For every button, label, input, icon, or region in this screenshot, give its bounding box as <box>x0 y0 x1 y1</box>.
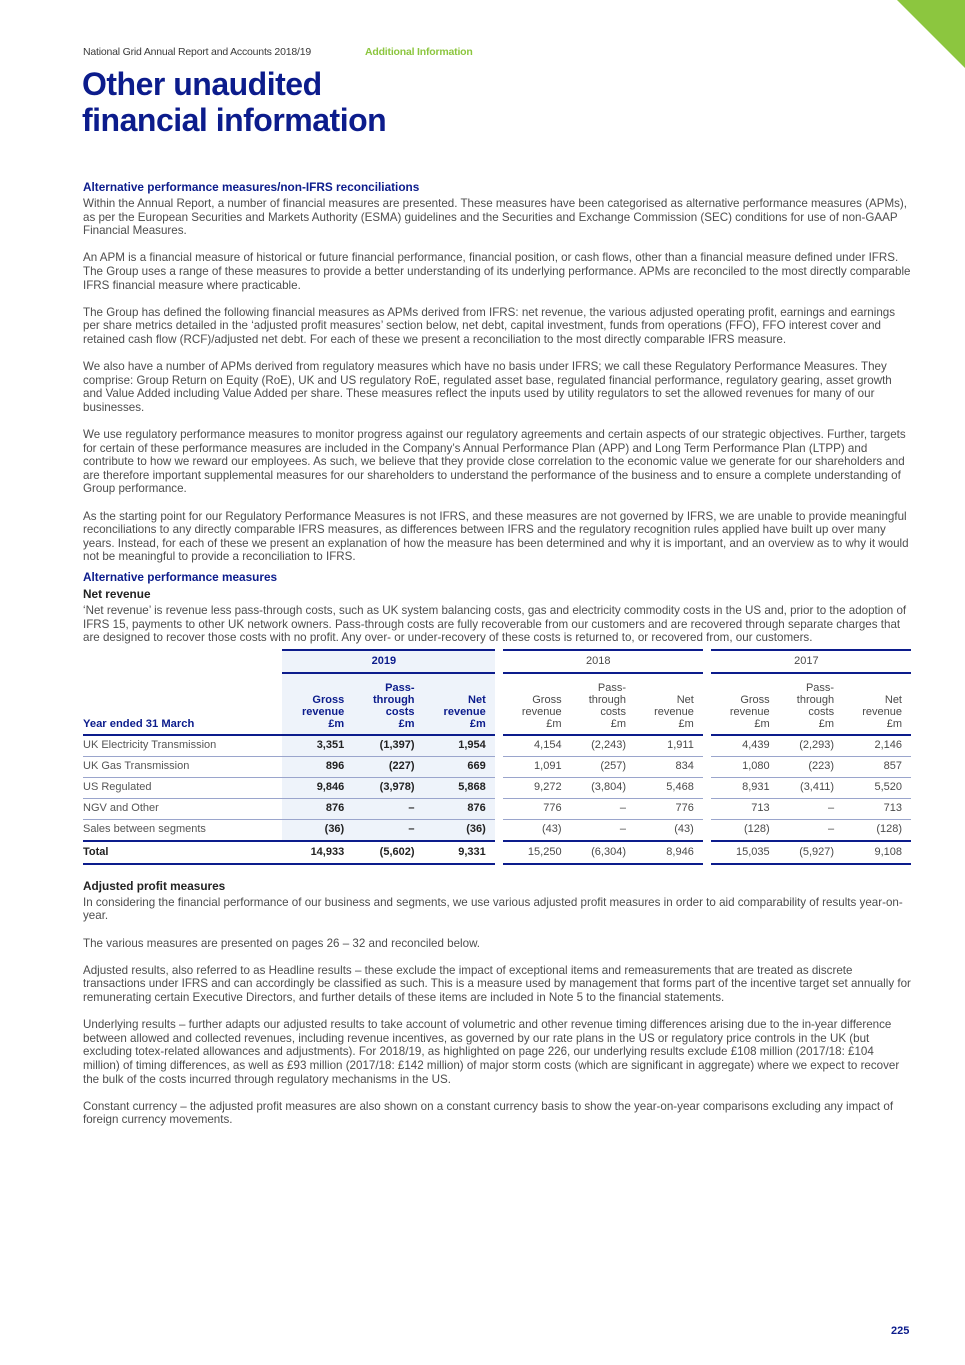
header-line: Net <box>884 693 902 706</box>
cell-value: 713 <box>843 799 911 820</box>
header-line: revenue <box>443 705 486 718</box>
adjusted-profit-heading: Adjusted profit measures <box>83 878 226 893</box>
paragraph: The Group has defined the following financial measures as APMs derived from IFRS: net revenue, the various adjusted operating profit, earnings and earnings per share metrics detailed in the ‘adjusted profit measures’ section below, net debt, capital investment, funds from operations (FFO), FFO interest cover and retained cash flow (RCF)/adjusted net debt. For each of these we present a reconciliation to the most directly comparable IFRS measure. <box>83 305 896 346</box>
cell-value: (36) <box>282 820 353 842</box>
header-line: £m <box>818 717 835 730</box>
cell-value: (227) <box>353 757 423 778</box>
cell-value: (5,927) <box>779 842 843 865</box>
header-line: costs <box>600 705 626 718</box>
header-line: through <box>796 693 835 706</box>
cell-value: – <box>571 799 635 820</box>
page-number: 225 <box>891 1325 910 1337</box>
cell-value: 857 <box>843 757 911 778</box>
cell-value: 14,933 <box>282 842 353 865</box>
cell-value: 896 <box>282 757 353 778</box>
paragraph: As the starting point for our Regulatory Performance Measures is not IFRS, and these measures are not governed by IFRS, we are unable to provide meaningful reconciliations to any directly comparable IFRS measures, as differences between IFRS and the regulatory recognition rules applied have built up over many years. Instead, for each of these we present an explanation of how the measure has been determined and why it is important, and an overview as to why it would not be meaningful to provide a reconciliation to IFRS. <box>83 509 909 564</box>
cell-value: 9,331 <box>424 842 495 865</box>
paragraph: In considering the financial performance of our business and segments, we use various adjusted profit measures in order to aid comparability of results year-on-year. <box>83 895 903 923</box>
header-line: revenue <box>862 705 902 718</box>
paragraph: Within the Annual Report, a number of financial measures are presented. These measures have been categorised as alternative performance measures (APMs), as per the European Securities and Markets Authority (ESMA) guidelines and the Securities and Exchange Commission (SEC) conditions for use of non-GAAP Financial Measures. <box>83 197 908 238</box>
table-total-row <box>83 842 911 865</box>
paragraph: The various measures are presented on pages 26 – 32 and reconciled below. <box>83 936 481 950</box>
header-line: Net <box>676 693 694 706</box>
header-line: through <box>372 693 415 706</box>
table-row <box>83 757 911 778</box>
cell-value: 1,080 <box>711 757 779 778</box>
row-label: UK Gas Transmission <box>83 757 282 778</box>
page-title-line-2: financial information <box>82 102 387 138</box>
cell-value: (43) <box>503 820 571 842</box>
header-line: through <box>588 693 626 706</box>
cell-value: 2,146 <box>843 736 911 757</box>
cell-value: (1,397) <box>353 736 423 757</box>
year-header-row <box>83 649 911 674</box>
header-line: £m <box>610 717 626 730</box>
cell-value: – <box>779 820 843 842</box>
net-revenue-header-2018 <box>635 674 703 736</box>
table-row <box>83 778 911 799</box>
header-line: costs <box>385 705 415 718</box>
gross-revenue-header-2017 <box>711 674 779 736</box>
header-line: Gross <box>532 693 562 706</box>
cell-value: 15,250 <box>503 842 571 865</box>
cell-value: 8,931 <box>711 778 779 799</box>
gross-revenue-header-2018 <box>503 674 571 736</box>
header-line: £m <box>678 717 694 730</box>
year-header-2018: 2018 <box>503 649 703 674</box>
cell-value: 713 <box>711 799 779 820</box>
table-row <box>83 736 911 757</box>
table-row <box>83 820 911 842</box>
gross-revenue-header-2019 <box>282 674 353 736</box>
header-line: £m <box>398 717 415 730</box>
table-row <box>83 799 911 820</box>
paragraph: ‘Net revenue’ is revenue less pass-through costs, such as UK system balancing costs, gas and electricity commodity costs in the US and, prior to the adoption of IFRS 15, payments to other UK network owners. Pass-through costs are fully recoverable from our customers and are recovered through separate charges that are designed to recover those costs with no profit. Any over- or under-recovery of these costs is returned to, or recovered from, our customers. <box>83 604 907 645</box>
header-line: Net <box>468 693 486 706</box>
header-line: revenue <box>729 705 770 718</box>
row-label: Total <box>83 842 282 865</box>
cell-value: 5,868 <box>424 778 495 799</box>
cell-value: 876 <box>282 799 353 820</box>
corner-accent-triangle <box>897 0 965 68</box>
main-content <box>83 180 911 1141</box>
cell-value: (2,293) <box>779 736 843 757</box>
row-label: Sales between segments <box>83 820 282 842</box>
cell-value: 4,439 <box>711 736 779 757</box>
paragraph: An APM is a financial measure of historical or future financial performance, financial position, or cash flows, other than a financial measure defined under IFRS. The Group uses a range of these measures to provide a better understanding of its underlying performance. APMs are reconciled to the most directly comparable IFRS financial measure where practicable. <box>83 251 911 292</box>
year-header-2017: 2017 <box>711 649 911 674</box>
row-header-label: Year ended 31 March <box>83 674 282 736</box>
running-header <box>83 46 473 58</box>
column-header-row <box>83 674 911 736</box>
cell-value: 876 <box>424 799 495 820</box>
header-line: revenue <box>521 705 562 718</box>
header-line: £m <box>886 717 902 730</box>
page-title <box>82 66 386 138</box>
cell-value: – <box>353 799 423 820</box>
cell-value: (6,304) <box>571 842 635 865</box>
cell-value: (2,243) <box>571 736 635 757</box>
cell-value: 5,468 <box>635 778 703 799</box>
cell-value: 1,911 <box>635 736 703 757</box>
cell-value: – <box>353 820 423 842</box>
cell-value: 15,035 <box>711 842 779 865</box>
header-line: £m <box>546 717 562 730</box>
cell-value: 1,954 <box>424 736 495 757</box>
report-title: National Grid Annual Report and Accounts 2018/19 <box>83 46 311 58</box>
paragraph: Adjusted results, also referred to as Headline results – these exclude the impact of exceptional items and remeasurements that are treated as discrete transactions under IFRS and can accordingly be classified as such. This is a measure used by management that forms part of the incentive target set annually for remunerating certain Executive Directors, and further details of these items are included in Note 5 to the financial statements. <box>83 963 911 1004</box>
paragraph: We use regulatory performance measures to monitor progress against our regulatory agreements and certain aspects of our strategic objectives. Further, targets for certain of these performance measures are included in the Company’s Annual Performance Plan (APP) and Long Term Performance Plan (LTPP) and contribute to how we reward our employees. As such, we believe that they provide close correlation to the economic value we generate for our shareholders and are therefore important supplemental measures for our shareholders to understand the performance of the business and to ensure a complete understanding of Group performance. <box>83 428 906 496</box>
cell-value: 834 <box>635 757 703 778</box>
cell-value: 669 <box>424 757 495 778</box>
cell-value: (43) <box>635 820 703 842</box>
apm-heading: Alternative performance measures <box>83 570 278 585</box>
cell-value: 9,108 <box>843 842 911 865</box>
header-line: Pass- <box>385 681 415 694</box>
cell-value: (5,602) <box>353 842 423 865</box>
pass-through-costs-header-2018 <box>571 674 635 736</box>
page-title-line-1: Other unaudited <box>82 66 322 102</box>
paragraph: Constant currency – the adjusted profit measures are also shown on a constant currency basis to show the year-on-year comparisons excluding any impact of foreign currency movements. <box>83 1099 894 1127</box>
cell-value: (128) <box>711 820 779 842</box>
cell-value: (223) <box>779 757 843 778</box>
header-line: Pass- <box>597 681 626 694</box>
cell-value: (36) <box>424 820 495 842</box>
net-revenue-header-2019 <box>424 674 495 736</box>
header-line: Gross <box>312 693 345 706</box>
net-revenue-header-2017 <box>843 674 911 736</box>
pass-through-costs-header-2019 <box>353 674 423 736</box>
cell-value: 4,154 <box>503 736 571 757</box>
header-line: revenue <box>654 705 694 718</box>
header-line: revenue <box>302 705 345 718</box>
cell-value: 776 <box>503 799 571 820</box>
net-revenue-table <box>83 649 911 865</box>
apm-reconciliations-heading: Alternative performance measures/non-IFRS reconciliations <box>83 180 420 194</box>
cell-value: 9,846 <box>282 778 353 799</box>
paragraph: Underlying results – further adapts our adjusted results to take account of volumetric and other revenue timing differences arising due to the in-year difference between allowed and collected revenues, including revenue incentives, as governed by our rate plans in the US or regulatory price controls in the UK (but excluding totex-related allowances and adjustments). For 2018/19, as highlighted on page 226, our underlying results exclude £108 million (2017/18: £104 million) of timing differences, as well as £93 million (2017/18: £142 million) of major storm costs (which are significant in aggregate) where we expect to recover the bulk of the costs incurred through regulatory mechanisms in the US. <box>83 1018 900 1086</box>
cell-value: (3,978) <box>353 778 423 799</box>
cell-value: 8,946 <box>635 842 703 865</box>
cell-value: 5,520 <box>843 778 911 799</box>
section-label: Additional Information <box>365 46 473 58</box>
cell-value: – <box>571 820 635 842</box>
pass-through-costs-header-2017 <box>779 674 843 736</box>
header-line: £m <box>754 717 770 730</box>
net-revenue-heading: Net revenue <box>83 587 151 602</box>
header-line: £m <box>469 717 486 730</box>
cell-value: 9,272 <box>503 778 571 799</box>
year-header-2019: 2019 <box>282 649 495 674</box>
row-label: NGV and Other <box>83 799 282 820</box>
paragraph: We also have a number of APMs derived from regulatory measures which have no basis under IFRS; we call these Regulatory Performance Measures. They comprise: Group Return on Equity (RoE), UK and US regulatory RoE, regulated asset base, regulated financial performance, regulatory gearing, asset growth and Value Added including Value Added per share. These measures reflect the inputs used by utility regulators to set the allowed revenues for many of our businesses. <box>83 360 892 414</box>
row-label: UK Electricity Transmission <box>83 736 282 757</box>
header-line: costs <box>808 705 835 718</box>
header-line: Pass- <box>805 681 835 694</box>
cell-value: (3,411) <box>779 778 843 799</box>
cell-value: – <box>779 799 843 820</box>
header-line: £m <box>328 717 345 730</box>
header-line: Gross <box>740 693 770 706</box>
row-label: US Regulated <box>83 778 282 799</box>
cell-value: (257) <box>571 757 635 778</box>
cell-value: (128) <box>843 820 911 842</box>
cell-value: 3,351 <box>282 736 353 757</box>
cell-value: (3,804) <box>571 778 635 799</box>
cell-value: 776 <box>635 799 703 820</box>
cell-value: 1,091 <box>503 757 571 778</box>
